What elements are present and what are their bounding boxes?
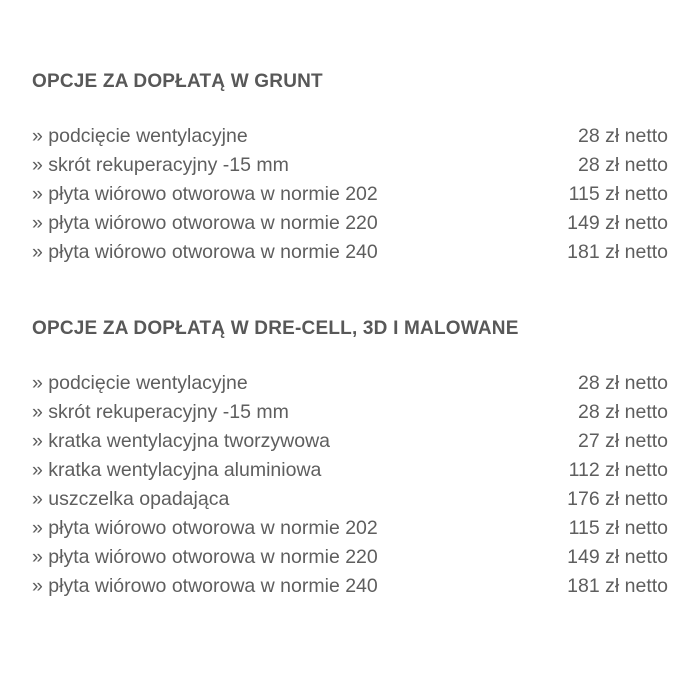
option-name: » płyta wiórowo otworowa w normie 220: [32, 212, 378, 234]
list-item: [32, 122, 668, 151]
option-price: 181 zł netto: [567, 241, 668, 263]
list-item: [32, 151, 668, 180]
option-name: » podcięcie wentylacyjne: [32, 372, 248, 394]
list-item: [32, 427, 668, 456]
list-item: [32, 209, 668, 238]
option-price: 149 zł netto: [567, 212, 668, 234]
option-price: 28 zł netto: [578, 372, 668, 394]
option-name: » kratka wentylacyjna tworzywowa: [32, 430, 331, 452]
list-item: [32, 572, 668, 601]
option-list: [32, 369, 668, 601]
option-price: 176 zł netto: [567, 488, 668, 510]
option-name: » płyta wiórowo otworowa w normie 220: [32, 546, 378, 568]
list-item: [32, 180, 668, 209]
option-price: 27 zł netto: [578, 430, 668, 452]
section-dre-cell-options: [32, 316, 668, 601]
list-item: [32, 485, 668, 514]
option-price: 149 zł netto: [567, 546, 668, 568]
option-price: 28 zł netto: [578, 401, 668, 423]
option-price: 181 zł netto: [567, 575, 668, 597]
list-item: [32, 238, 668, 267]
list-item: [32, 369, 668, 398]
option-list: [32, 122, 668, 267]
option-name: » skrót rekuperacyjny -15 mm: [32, 401, 289, 423]
list-item: [32, 398, 668, 427]
option-name: » podcięcie wentylacyjne: [32, 125, 248, 147]
option-name: » płyta wiórowo otworowa w normie 202: [32, 183, 378, 205]
section-title: OPCJE ZA DOPŁATĄ W DRE-CELL, 3D I MALOWANE: [32, 318, 519, 339]
section-grunt-options: [32, 69, 668, 267]
option-name: » kratka wentylacyjna aluminiowa: [32, 459, 322, 481]
list-item: [32, 543, 668, 572]
option-price: 115 zł netto: [568, 183, 668, 205]
option-name: » płyta wiórowo otworowa w normie 202: [32, 517, 378, 539]
list-item: [32, 514, 668, 543]
section-title: OPCJE ZA DOPŁATĄ W GRUNT: [32, 71, 323, 92]
list-item: [32, 456, 668, 485]
option-name: » skrót rekuperacyjny -15 mm: [32, 154, 289, 176]
option-name: » uszczelka opadająca: [32, 488, 230, 510]
option-price: 28 zł netto: [578, 154, 668, 176]
option-price: 112 zł netto: [568, 459, 668, 481]
option-price: 28 zł netto: [578, 125, 668, 147]
option-name: » płyta wiórowo otworowa w normie 240: [32, 575, 378, 597]
option-name: » płyta wiórowo otworowa w normie 240: [32, 241, 378, 263]
option-price: 115 zł netto: [568, 517, 668, 539]
